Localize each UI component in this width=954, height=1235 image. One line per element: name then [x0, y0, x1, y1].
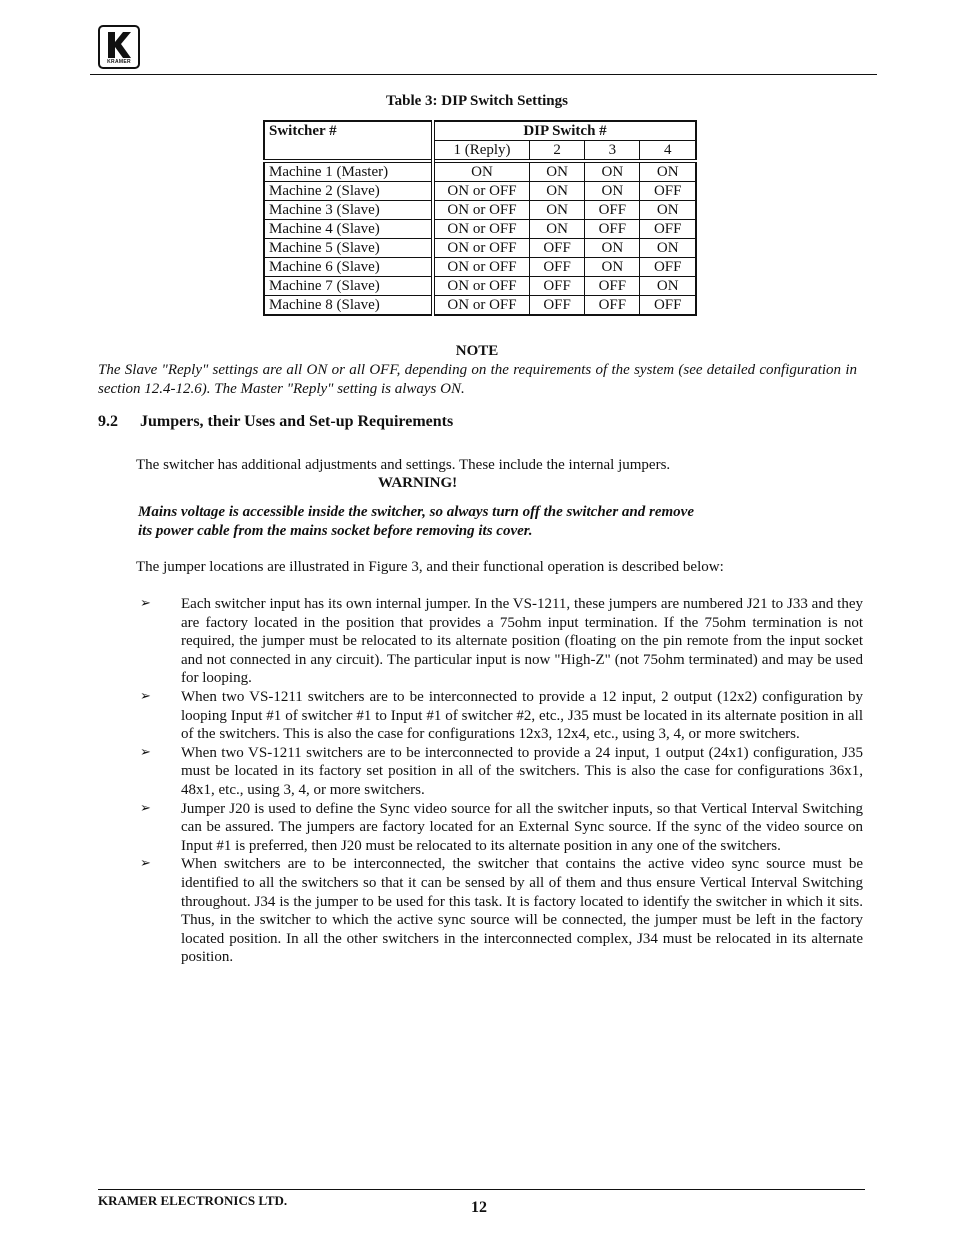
cell: OFF: [585, 201, 640, 220]
note-title: NOTE: [455, 343, 499, 359]
bullet-text: Each switcher input has its own internal jumper. In the VS-1211, these jumpers are numbered J21 to J33 and they are factory located in the position that provides a 75ohm input termination. If the 75ohm termination is not required, the jumper must be relocated to its alternate position (floating on the pin remote from the input socket and not connected in any circuit). The particular input is now "High-Z" (not 75ohm terminated) and may be used for looping.: [181, 596, 863, 687]
cell: ON: [640, 239, 696, 258]
cell: OFF: [640, 182, 696, 201]
cell: OFF: [530, 239, 585, 258]
cell: ON: [530, 201, 585, 220]
cell: ON: [640, 201, 696, 220]
note-body: The Slave "Reply" settings are all ON or all OFF, depending on the requirements of the system (see detailed configuration in section 12.4-12.6). The Master "Reply" setting is always ON.: [98, 362, 857, 397]
section-title: Jumpers, their Uses and Set-up Requirements: [140, 413, 454, 430]
bullet-text: When two VS-1211 switchers are to be interconnected to provide a 24 input, 1 output (24x1) configuration, J35 must be located in its factory set position in all of the switchers. This is also the case for configurations 36x1, 48x1, etc., using 3, 4, or more switchers.: [181, 744, 863, 798]
header-dip-switch: DIP Switch #: [433, 121, 696, 141]
table-row: [264, 161, 696, 182]
cell: OFF: [530, 258, 585, 277]
arrow-bullet-icon: ➢: [140, 688, 151, 704]
page-number: 12: [471, 1199, 487, 1216]
list-item: [140, 800, 863, 856]
cell: ON or OFF: [433, 258, 530, 277]
bullet-text: Jumper J20 is used to define the Sync video source for all the switcher inputs, so that Vertical Interval Switching can be assured. The jumpers are factory located for an External Sync source. If the sync of the video source on Input #1 is preferred, then J20 must be relocated to its alternate position in any one of the switchers.: [181, 800, 863, 854]
list-item: [140, 595, 863, 688]
row-name: Machine 2 (Slave): [264, 182, 433, 201]
jumper-bullet-list: [140, 595, 863, 967]
cell: ON or OFF: [433, 296, 530, 316]
warning-title: WARNING!: [378, 475, 458, 491]
list-item: [140, 688, 863, 744]
row-name: Machine 8 (Slave): [264, 296, 433, 316]
cell: ON or OFF: [433, 201, 530, 220]
cell: OFF: [585, 277, 640, 296]
table-row: [264, 277, 696, 296]
section-intro: The switcher has additional adjustments and settings. These include the internal jumpers.: [136, 457, 671, 473]
list-item: [140, 855, 863, 967]
dip-switch-table: [263, 120, 697, 316]
section-heading: [98, 413, 453, 431]
table-row: [264, 296, 696, 316]
cell: OFF: [530, 277, 585, 296]
row-name: Machine 4 (Slave): [264, 220, 433, 239]
footer-company: KRAMER ELECTRONICS LTD.: [98, 1193, 288, 1208]
table-caption: Table 3: DIP Switch Settings: [386, 93, 568, 109]
cell: OFF: [530, 296, 585, 316]
cell: ON: [433, 161, 530, 182]
cell: ON or OFF: [433, 220, 530, 239]
cell: ON: [585, 239, 640, 258]
cell: OFF: [640, 258, 696, 277]
kramer-k-icon: [104, 30, 134, 60]
row-name: Machine 7 (Slave): [264, 277, 433, 296]
subheader-2: 2: [530, 141, 585, 162]
cell: ON: [585, 182, 640, 201]
cell: OFF: [585, 296, 640, 316]
list-item: [140, 744, 863, 800]
table-row: [264, 201, 696, 220]
cell: ON: [640, 277, 696, 296]
section-number: 9.2: [98, 413, 118, 430]
row-name: Machine 5 (Slave): [264, 239, 433, 258]
arrow-bullet-icon: ➢: [140, 596, 151, 611]
logo-brand-text: KRAMER: [107, 59, 131, 65]
table-row: [264, 182, 696, 201]
row-name: Machine 1 (Master): [264, 161, 433, 182]
cell: OFF: [640, 296, 696, 316]
footer-divider: [98, 1189, 865, 1190]
cell: ON: [530, 220, 585, 239]
table-row: [264, 220, 696, 239]
cell: ON: [640, 161, 696, 182]
bullet-text: When two VS-1211 switchers are to be interconnected to provide a 12 input, 2 output (12x2) configuration by looping Input #1 of switcher #1 to Input #1 of switcher #2, etc., J35 must be located in its alternate position in all of the switchers. This is also the case for configurations 12x3, 12x4, etc., using 3, 4, or more switchers.: [181, 688, 863, 743]
table-row: [264, 258, 696, 277]
cell: ON: [585, 258, 640, 277]
arrow-bullet-icon: ➢: [140, 856, 151, 872]
cell: ON: [530, 182, 585, 201]
header-divider: [90, 74, 877, 75]
row-name: Machine 6 (Slave): [264, 258, 433, 277]
jumper-locations-text: The jumper locations are illustrated in Figure 3, and their functional operation is described below:: [136, 559, 724, 575]
cell: ON: [585, 161, 640, 182]
arrow-bullet-icon: ➢: [140, 800, 151, 816]
cell: ON or OFF: [433, 182, 530, 201]
cell: OFF: [640, 220, 696, 239]
subheader-1: 1 (Reply): [433, 141, 530, 162]
warning-body: Mains voltage is accessible inside the switcher, so always turn off the switcher and remove its power cable from the mains socket before removing its cover.: [138, 504, 694, 539]
arrow-bullet-icon: ➢: [140, 744, 151, 760]
cell: ON: [530, 161, 585, 182]
header-switcher: Switcher #: [264, 121, 433, 161]
cell: OFF: [585, 220, 640, 239]
subheader-3: 3: [585, 141, 640, 162]
cell: ON or OFF: [433, 277, 530, 296]
subheader-4: 4: [640, 141, 696, 162]
row-name: Machine 3 (Slave): [264, 201, 433, 220]
bullet-text: When switchers are to be interconnected, the switcher that contains the active video sync source must be identified to all the switchers so that it can be sensed by all of them and thus ensure Vertical Interval Switching throughout. J34 is the jumper to be used for this task. It is factory located to identify the switcher in which it sits. Thus, in the switcher to which the active sync source will be connected, the jumper must be left in the factory located position. In all the other switchers in the interconnected complex, J34 must be relocated in its alternate position.: [181, 856, 863, 966]
kramer-logo: [98, 25, 140, 69]
table-row: [264, 239, 696, 258]
cell: ON or OFF: [433, 239, 530, 258]
